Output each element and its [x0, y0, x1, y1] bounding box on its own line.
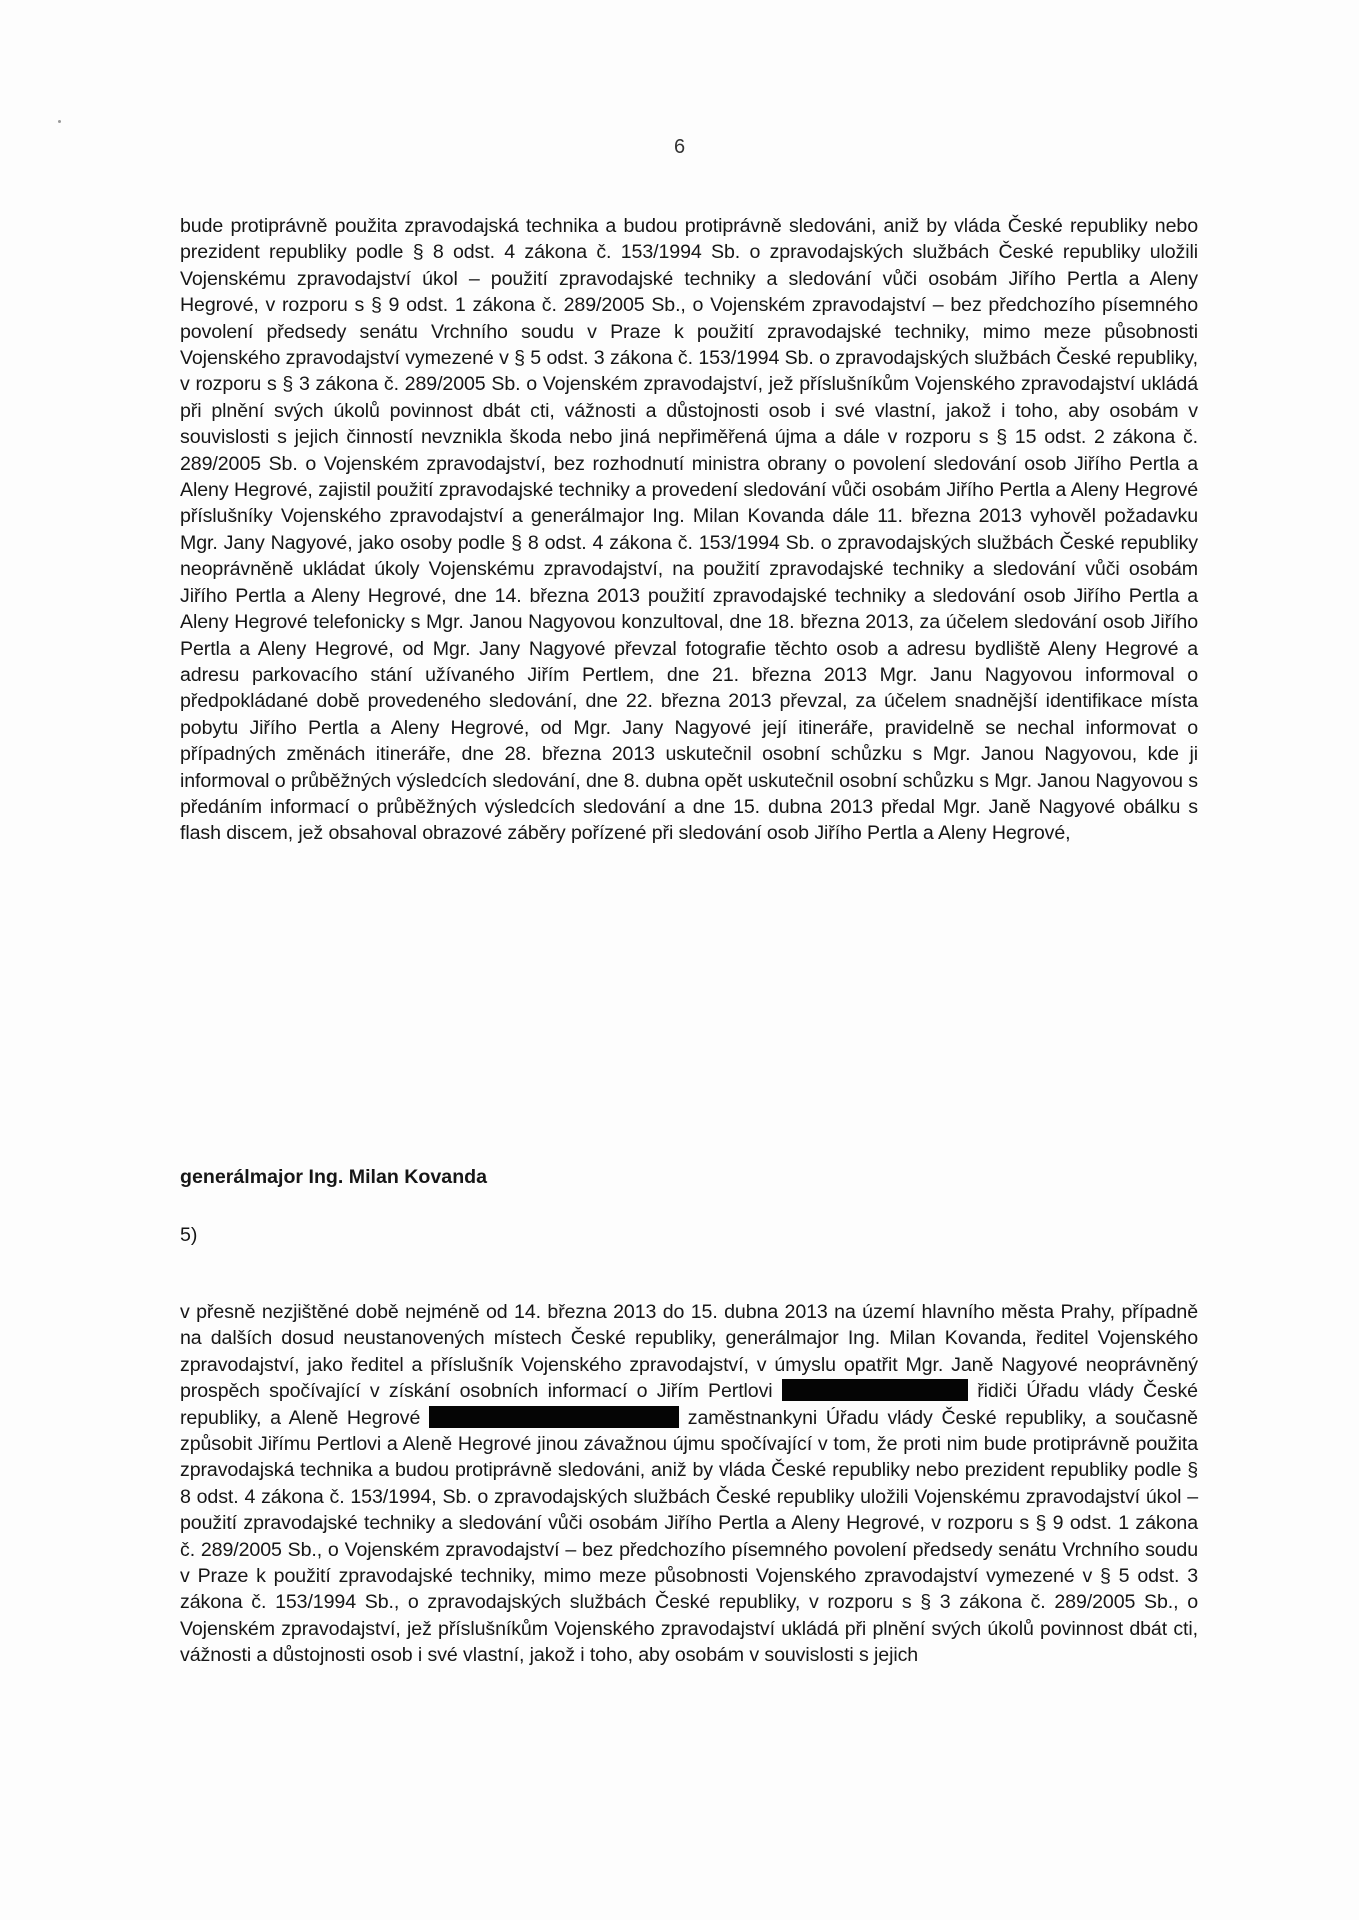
page-number: 6	[673, 136, 686, 158]
item-number: 5)	[180, 1224, 198, 1246]
redaction-block	[429, 1406, 679, 1428]
paragraph-text-part-c: zaměstnankyni Úřadu vlády České republiky, a současně způsobit Jiřímu Pertlovi a Aleně Hegrové jinou závažnou újmu spočívající v tom, že proti nim bude protiprávně použita zpravodajská technika a budou protiprávně sledováni, aniž by vláda České republiky nebo prezident republiky podle § 8 odst. 4 zákona č. 153/1994, Sb. o zpravodajských službách České republiky uložili Vojenskému zpravodajství úkol – použití zpravodajské techniky a sledování vůči osobám Jiřího Pertla a Aleny Hegrové, v rozporu s § 9 odst. 1 zákona č. 289/2005 Sb., o Vojenském zpravodajství – bez předchozího písemného povolení předsedy senátu Vrchního soudu v Praze k použití zpravodajské techniky, mimo meze působnosti Vojenského zpravodajství vymezené v § 5 odst. 3 zákona č. 153/1994 Sb., o zpravodajských službách České republiky, v rozporu s § 3 zákona č. 289/2005 Sb., o Vojenském zpravodajství, jež příslušníkům Vojenského zpravodajství ukládá při plnění svých úkolů povinnost dbát cti, vážnosti a důstojnosti osob i své vlastní, jakož i toho, aby osobám v souvislosti s jejich	[180, 1406, 1198, 1667]
section-heading: generálmajor Ing. Milan Kovanda	[180, 1166, 488, 1188]
scan-artifact-dot	[58, 120, 61, 123]
paragraph-item-5	[180, 1299, 1198, 1669]
redaction-block	[782, 1379, 968, 1401]
paragraph-text-part-a: v přesně nezjištěné době nejméně od 14. března 2013 do 15. dubna 2013 na území hlavního města Prahy, případně na dalších dosud neustanovených místech České republiky, generálmajor Ing. Milan Kovanda, ředitel Vojenského zpravodajství, jako ředitel a příslušník Vojenského zpravodajství, v úmyslu opatřit Mgr. Janě Nagyové neoprávněný prospěch spočívající v získání osobních informací o Jiřím Pertlovi	[180, 1301, 1198, 1403]
paragraph-text-part-b: řidiči Úřadu vlády České republiky, a Aleně Hegrové	[180, 1380, 1198, 1429]
paragraph-continuation: bude protiprávně použita zpravodajská technika a budou protiprávně sledováni, aniž by vláda České republiky nebo prezident republiky podle § 8 odst. 4 zákona č. 153/1994 Sb. o zpravodajských službách České republiky uložili Vojenskému zpravodajství úkol – použití zpravodajské techniky a sledování vůči osobám Jiřího Pertla a Aleny Hegrové, v rozporu s § 9 odst. 1 zákona č. 289/2005 Sb., o Vojenském zpravodajství – bez předchozího písemného povolení předsedy senátu Vrchního soudu v Praze k použití zpravodajské techniky, mimo meze působnosti Vojenského zpravodajství vymezené v § 5 odst. 3 zákona č. 153/1994 Sb. o zpravodajských službách České republiky, v rozporu s § 3 zákona č. 289/2005 Sb. o Vojenském zpravodajství, jež příslušníkům Vojenského zpravodajství ukládá při plnění svých úkolů povinnost dbát cti, vážnosti a důstojnosti osob i své vlastní, jakož i toho, aby osobám v souvislosti s jejich činností nevznikla škoda nebo jiná nepřiměřená újma a dále v rozporu s § 15 odst. 2 zákona č. 289/2005 Sb. o Vojenském zpravodajství, bez rozhodnutí ministra obrany o povolení sledování osob Jiřího Pertla a Aleny Hegrové, zajistil použití zpravodajské techniky a provedení sledování vůči osobám Jiřího Pertla a Aleny Hegrové příslušníky Vojenského zpravodajství a generálmajor Ing. Milan Kovanda dále 11. března 2013 vyhověl požadavku Mgr. Jany Nagyové, jako osoby podle § 8 odst. 4 zákona č. 153/1994 Sb. o zpravodajských službách České republiky neoprávněně ukládat úkoly Vojenskému zpravodajství, na použití zpravodajské techniky a sledování vůči osobám Jiřího Pertla a Aleny Hegrové, dne 14. března 2013 použití zpravodajské techniky a sledování osob Jiřího Pertla a Aleny Hegrové telefonicky s Mgr. Janou Nagyovou konzultoval, dne 18. března 2013, za účelem sledování osob Jiřího Pertla a Aleny Hegrové, od Mgr. Jany Nagyové převzal fotografie těchto osob a adresu bydliště Aleny Hegrové a adresu parkovacího stání užívaného Jiřím Pertlem, dne 21. března 2013 Mgr. Janu Nagyovou informoval o předpokládané době provedeného sledování, dne 22. března 2013 převzal, za účelem snadnější identifikace místa pobytu Jiřího Pertla a Aleny Hegrové, od Mgr. Jany Nagyové její itineráře, pravidelně se nechal informovat o případných změnách itineráře, dne 28. března 2013 uskutečnil osobní schůzku s Mgr. Janou Nagyovou, kde ji informoval o průběžných výsledcích sledování, dne 8. dubna opět uskutečnil osobní schůzku s Mgr. Janou Nagyovou s předáním informací o průběžných výsledcích sledování a dne 15. dubna 2013 předal Mgr. Janě Nagyové obálku s flash discem, jež obsahoval obrazové záběry pořízené při sledování osob Jiřího Pertla a Aleny Hegrové,	[180, 215, 1198, 845]
